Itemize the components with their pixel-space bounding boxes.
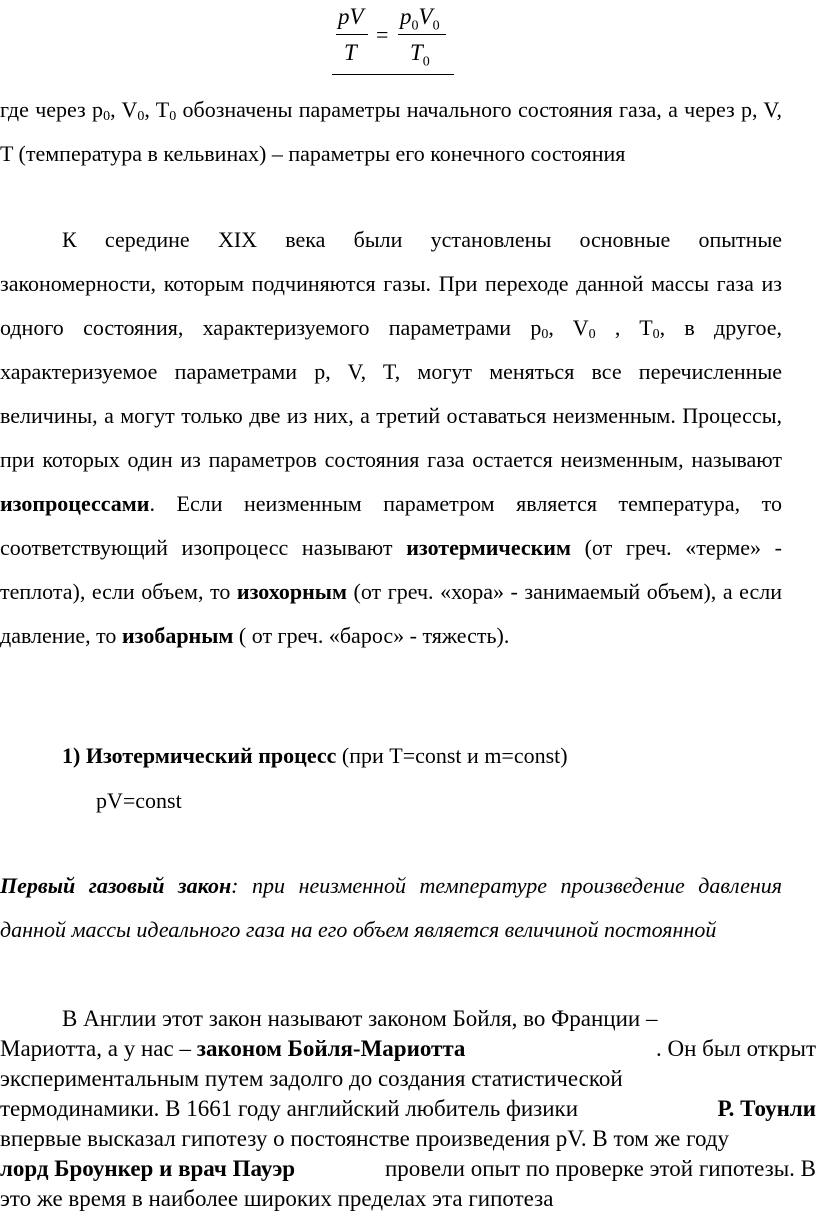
term-isoprocesses: изопроцессами — [0, 491, 150, 516]
term-boyle-mariotte-law: законом Бойля-Мариотта — [196, 1036, 466, 1061]
formula-left-denominator: T — [344, 40, 357, 65]
paragraph-isoprocesses: К середине XIX века были установлены основные опытные закономерности, которым подчиняются газы. При переходе данной массы газа из одного состояния, характеризуемого параметрами $p_0$, $V_0$ , $T_0$, в другое, характеризуемое параметрами p, V, T, могут меняться все перечисленные величины, а могут только две из них, а третий оставаться неизменным. Процессы, при которых один из параметров состояния газа остается неизменным, называют изопроцессами. Если неизменным параметром является температура, то соответствующий изопроцесс называют изотермическим (от греч. «терме» - теплота), если объем, то изохорным (от греч. «хора» - занимаемый объем), а если давление, то изобарным ( от греч. «барос» - тяжесть). — [0, 227, 783, 648]
first-gas-law-statement: Первый газовый закон: при неизменной температуре произведение давления данной массы идеального газа на его объем является величиной постоянной — [0, 873, 783, 942]
name-brouncker-power: лорд Броункер и врач Пауэр — [0, 1156, 296, 1181]
fraction-bar — [398, 34, 446, 35]
formula-right-numerator: $p_0V_0$ — [400, 4, 440, 34]
name-towneley: Р. Тоунли — [717, 1096, 816, 1121]
term-isochoric: изохорным — [236, 579, 347, 604]
formula-right-denominator: $T_0$ — [410, 40, 430, 70]
first-gas-law-title: Первый газовый закон — [0, 873, 232, 898]
paragraph-state-parameters: где через $p_0$, $V_0$, $T_0$ обозначены параметры начального состояния газа, а через p, V, T (температура в кельвинах) – параметры его конечного состояния — [0, 97, 782, 166]
combined-gas-law-formula — [332, 4, 454, 74]
term-isothermal: изотермическим — [406, 535, 571, 560]
formula-underline — [332, 74, 454, 75]
formula-left-numerator: pV — [338, 4, 364, 29]
paragraph-boyle-mariotte: В Англии этот закон называют законом Бойля, во Франции – Мариотта, а у нас – законом Бойля-Мариотта . Он был открыт экспериментальным путем задолго до создания статистической термодинамики. В 1661 году английский любитель физики Р. Тоунли впервые высказал гипотезу о постоянстве произведения pV. В том же году лорд Броункер и врач Пауэр провели опыт по проверке этой гипотезы. В это же время в наиболее широких пределах эта гипотеза — [0, 1006, 816, 1211]
isothermal-formula: pV=const — [96, 788, 182, 813]
fraction-bar — [336, 34, 368, 35]
term-isobaric: изобарным — [121, 623, 234, 648]
section-heading-isothermal: 1) Изотермический процесс (при T=const и m=const) — [62, 743, 568, 768]
formula-equals: = — [376, 22, 389, 47]
